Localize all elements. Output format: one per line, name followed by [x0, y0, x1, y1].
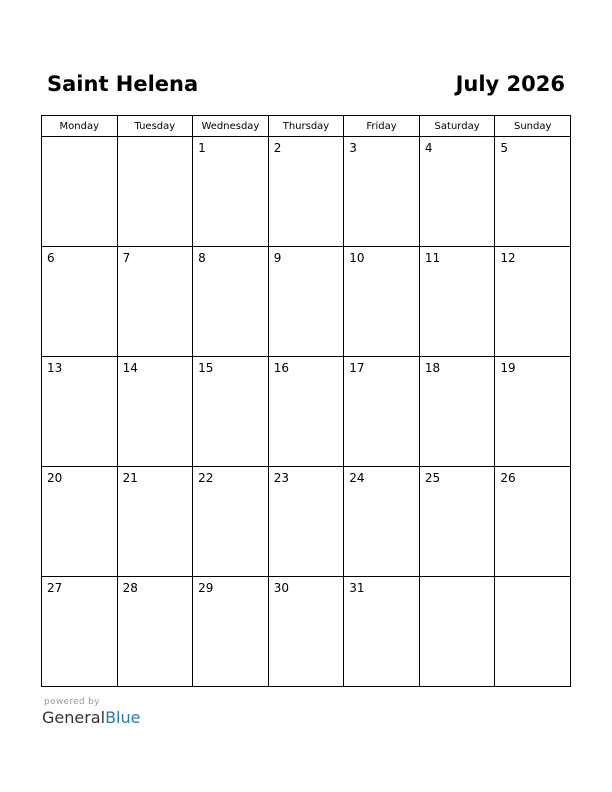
day-cell	[193, 137, 269, 247]
day-number: 20	[47, 471, 63, 485]
day-number: 30	[273, 581, 289, 595]
day-cell	[419, 577, 495, 687]
day-cell	[42, 357, 118, 467]
footer-branding	[42, 697, 140, 728]
day-cell	[193, 247, 269, 357]
day-number: 23	[273, 471, 289, 485]
day-cell	[495, 577, 571, 687]
day-number: 14	[122, 361, 138, 375]
day-cell	[268, 247, 344, 357]
day-cell	[419, 467, 495, 577]
day-number: 12	[500, 251, 516, 265]
day-cell	[344, 247, 420, 357]
day-number: 17	[349, 361, 365, 375]
day-cell	[193, 357, 269, 467]
generalblue-logo[interactable]	[42, 708, 140, 728]
weekday-header: Saturday	[419, 116, 495, 137]
day-number: 22	[198, 471, 214, 485]
day-number	[118, 137, 193, 141]
day-cell	[495, 467, 571, 577]
day-number: 19	[500, 361, 516, 375]
day-cell	[495, 247, 571, 357]
day-cell	[42, 467, 118, 577]
week-row	[42, 357, 571, 467]
day-cell	[268, 137, 344, 247]
week-row	[42, 137, 571, 247]
day-cell	[42, 247, 118, 357]
day-number	[42, 137, 117, 141]
day-cell	[344, 467, 420, 577]
weekday-header: Friday	[344, 116, 420, 137]
calendar-month-title: July 2026	[455, 72, 565, 96]
week-row	[42, 577, 571, 687]
day-number	[495, 577, 570, 581]
day-number: 13	[47, 361, 63, 375]
logo-word-general: General	[42, 708, 106, 727]
weekday-header: Sunday	[495, 116, 571, 137]
day-cell	[344, 137, 420, 247]
day-number: 27	[47, 581, 63, 595]
day-number: 1	[198, 141, 206, 155]
day-cell	[193, 577, 269, 687]
weekday-header: Tuesday	[117, 116, 193, 137]
day-number: 2	[273, 141, 282, 155]
day-cell	[419, 357, 495, 467]
day-number: 8	[198, 251, 206, 265]
weekday-header: Wednesday	[193, 116, 269, 137]
day-number	[420, 577, 495, 581]
day-cell	[344, 577, 420, 687]
day-number: 26	[500, 471, 516, 485]
day-cell	[344, 357, 420, 467]
day-number: 3	[349, 141, 357, 155]
logo-word-blue: Blue	[105, 708, 141, 727]
day-cell	[117, 137, 193, 247]
day-number: 11	[424, 251, 441, 265]
day-cell	[42, 577, 118, 687]
day-number: 16	[273, 361, 289, 375]
day-cell	[42, 137, 118, 247]
calendar-region-title: Saint Helena	[47, 72, 199, 96]
day-number: 29	[198, 581, 214, 595]
week-row	[42, 467, 571, 577]
day-cell	[117, 247, 193, 357]
day-number: 4	[424, 141, 433, 155]
day-number: 15	[198, 361, 214, 375]
day-cell	[495, 137, 571, 247]
day-number: 25	[424, 471, 441, 485]
day-number: 31	[349, 581, 365, 595]
day-cell	[193, 467, 269, 577]
day-number: 9	[273, 251, 282, 265]
day-cell	[117, 577, 193, 687]
day-cell	[495, 357, 571, 467]
day-number: 28	[122, 581, 138, 595]
day-cell	[117, 357, 193, 467]
day-cell	[419, 137, 495, 247]
week-row	[42, 247, 571, 357]
day-number: 21	[122, 471, 138, 485]
powered-by-text: powered by	[44, 697, 100, 707]
day-cell	[268, 357, 344, 467]
day-cell	[268, 467, 344, 577]
day-number: 7	[122, 251, 131, 265]
day-number: 6	[47, 251, 55, 265]
weekday-header-row	[42, 116, 571, 137]
day-number: 18	[424, 361, 441, 375]
day-cell	[419, 247, 495, 357]
day-number: 10	[349, 251, 365, 265]
day-number: 24	[349, 471, 365, 485]
calendar-grid	[41, 115, 571, 687]
day-cell	[268, 577, 344, 687]
day-number: 5	[500, 141, 509, 155]
day-cell	[117, 467, 193, 577]
weekday-header: Monday	[42, 116, 118, 137]
weekday-header: Thursday	[268, 116, 344, 137]
